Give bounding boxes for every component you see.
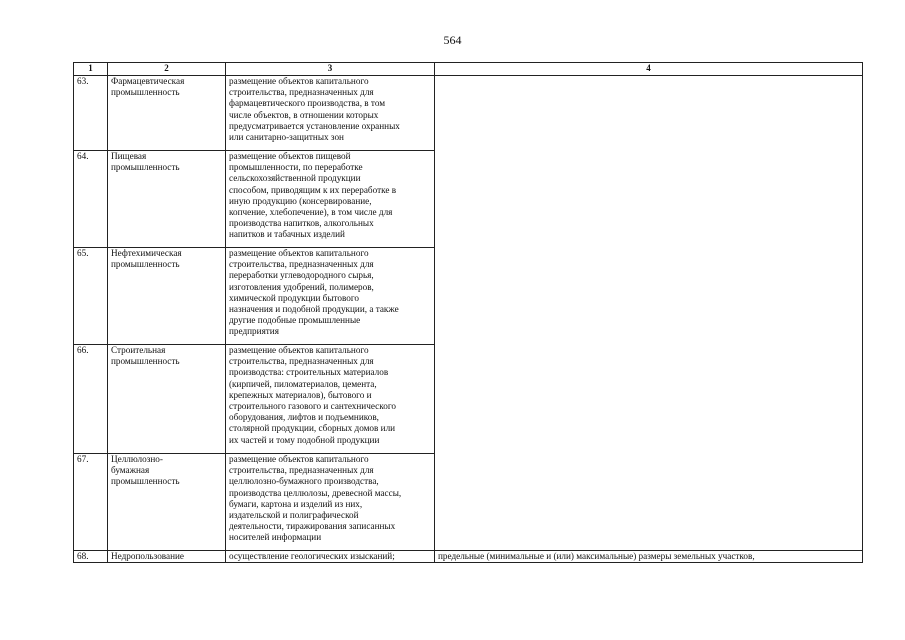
use-type-description: размещение объектов капитального строительства, предназначенных для производства: строительных материалов (кирпичей, пиломатериалов, цемента, крепежных материалов), бытового и строительного газового и сантехнического оборудования, лифтов и подъемников, столярной продукции, сборных домов или их частей и тому подобной продукции (226, 345, 435, 454)
page-number: 564 (443, 33, 462, 47)
use-type-name: Нефтехимическая промышленность (108, 248, 226, 345)
column-header-1: 1 (74, 63, 108, 76)
use-type-description: размещение объектов капитального строительства, предназначенных для переработки углеводородного сырья, изготовления удобрений, полимеров, химической продукции бытового назначения и подобной продукции, а также другие подобные промышленные предприятия (226, 248, 435, 345)
row-number: 63. (74, 76, 108, 151)
use-type-name: Пищевая промышленность (108, 151, 226, 248)
use-type-name: Целлюлозно- бумажная промышленность (108, 454, 226, 551)
table-header-row (74, 63, 863, 76)
parameters-cell: предельные (минимальные и (или) максимальные) размеры земельных участков, (435, 551, 863, 563)
table-row (74, 551, 863, 563)
row-number: 65. (74, 248, 108, 345)
row-number: 66. (74, 345, 108, 454)
use-type-name: Строительная промышленность (108, 345, 226, 454)
use-type-name: Недропользование (108, 551, 226, 563)
land-use-table (73, 62, 863, 563)
parameters-cell (435, 76, 863, 551)
use-type-description: размещение объектов пищевой промышленности, по переработке сельскохозяйственной продукции способом, приводящим к их переработке в иную продукцию (консервирование, копчение, хлебопечение), в том числе для производства напитков, алкогольных напитков и табачных изделий (226, 151, 435, 248)
column-header-2: 2 (108, 63, 226, 76)
column-header-4: 4 (435, 63, 863, 76)
column-header-3: 3 (226, 63, 435, 76)
use-type-name: Фармацевтическая промышленность (108, 76, 226, 151)
row-number: 64. (74, 151, 108, 248)
row-number: 68. (74, 551, 108, 563)
table-row (74, 76, 863, 151)
use-type-description: размещение объектов капитального строительства, предназначенных для целлюлозно-бумажного производства, производства целлюлозы, древесной массы, бумаги, картона и изделий из них, издательской и полиграфической деятельности, тиражирования записанных носителей информации (226, 454, 435, 551)
use-type-description: размещение объектов капитального строительства, предназначенных для фармацевтического производства, в том числе объектов, в отношении которых предусматривается установление охранных или санитарно-защитных зон (226, 76, 435, 151)
use-type-description: осуществление геологических изысканий; (226, 551, 435, 563)
row-number: 67. (74, 454, 108, 551)
